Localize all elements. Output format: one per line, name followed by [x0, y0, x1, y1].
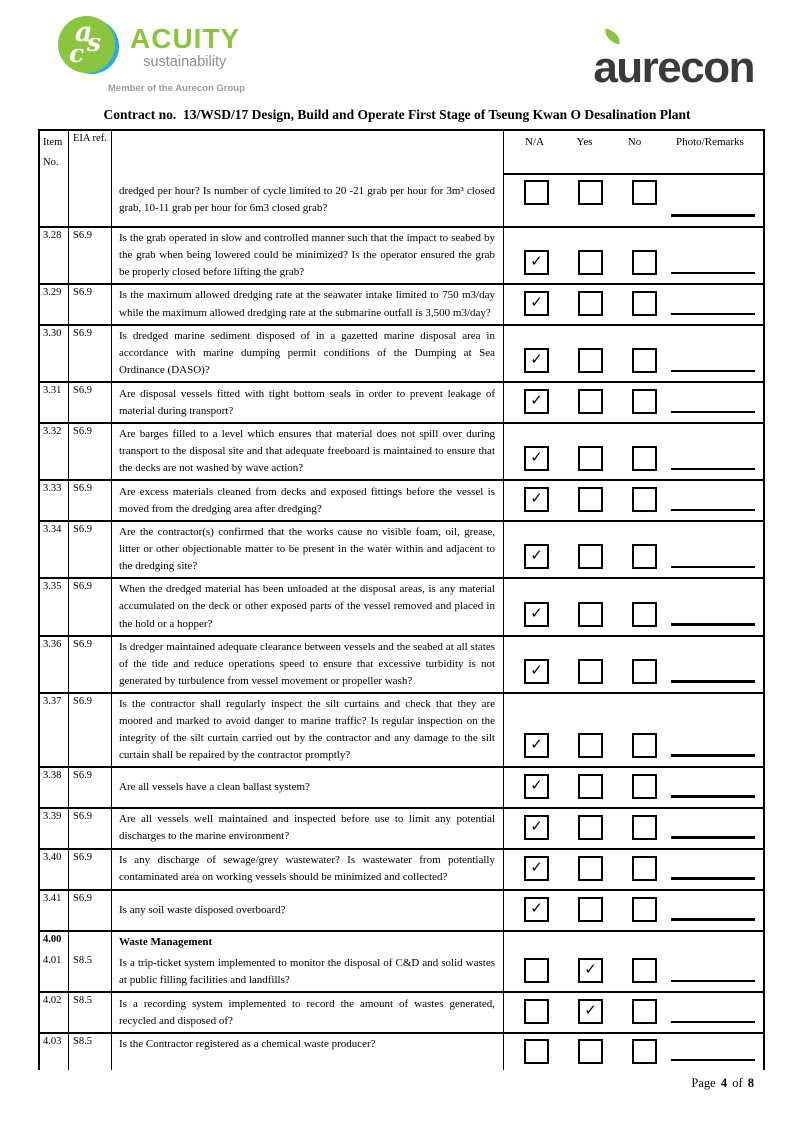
answer-cell	[503, 637, 763, 692]
no-checkbox	[632, 389, 657, 414]
na-checkbox	[524, 659, 549, 684]
question-cell	[112, 1034, 503, 1070]
checklist-row	[40, 1032, 763, 1070]
checkmark-icon: ✓	[530, 818, 543, 835]
na-checkbox	[524, 250, 549, 275]
eia-ref-cell: S6.9	[69, 694, 112, 766]
na-checkbox	[524, 291, 549, 316]
monogram-letter-a: a	[75, 17, 93, 48]
answer-cell	[503, 424, 763, 479]
page-number	[690, 1076, 755, 1091]
question-text: Is dredger maintained adequate clearance between vessels and the seabed at all states of the tide and reduce operations speed to ensure that excessive turbidity is not generated by turbulence from vessel movement or propeller wash?	[119, 640, 495, 687]
checkmark-icon: ✓	[530, 548, 543, 565]
item-no-cell: 3.35	[40, 579, 69, 634]
question-cell	[112, 768, 503, 807]
item-no-cell: 3.31	[40, 383, 69, 422]
question-text: Is any discharge of sewage/grey wastewater? Is wastewater from potentially contaminated area on working vessels should be minimized and collected?	[119, 854, 495, 884]
item-no-cell: 3.38	[40, 768, 69, 807]
na-checkbox	[524, 856, 549, 881]
yes-checkbox	[578, 659, 603, 684]
na-checkbox	[524, 389, 549, 414]
eia-ref-cell: S6.9	[69, 326, 112, 381]
checklist-row	[40, 422, 763, 479]
item-no-cell: 3.36	[40, 637, 69, 692]
na-checkbox	[524, 958, 549, 983]
no-checkbox	[632, 774, 657, 799]
remarks-line	[671, 1059, 755, 1062]
no-checkbox	[632, 348, 657, 373]
acuity-wordmark: ACUITY	[130, 23, 241, 54]
yes-checkbox	[578, 856, 603, 881]
answer-cell	[503, 809, 763, 848]
yes-checkbox	[578, 348, 603, 373]
acuity-member-line: Member of the Aurecon Group	[108, 83, 245, 94]
no-checkbox	[632, 659, 657, 684]
page-word: Page	[691, 1076, 716, 1090]
checklist-row	[40, 577, 763, 634]
answer-cell	[503, 850, 763, 889]
eia-ref-cell: S6.9	[69, 285, 112, 324]
item-no-header: Item No.	[40, 131, 69, 175]
checklist-row	[40, 848, 763, 889]
aurecon-wordmark: aurecon	[593, 43, 754, 92]
answer-cell	[503, 383, 763, 422]
no-checkbox	[632, 180, 657, 205]
checklist-row	[40, 930, 763, 991]
item-no-cell: 4.02	[40, 993, 69, 1032]
question-cell	[112, 809, 503, 848]
answer-columns-header	[503, 131, 763, 175]
na-checkbox	[524, 348, 549, 373]
question-cell	[112, 694, 503, 766]
question-cell	[112, 850, 503, 889]
checkmark-icon: ✓	[530, 393, 543, 410]
no-checkbox	[632, 487, 657, 512]
no-checkbox	[632, 733, 657, 758]
question-text: Are all vessels well maintained and inspected before use to limit any potential discharges to the marine environment?	[119, 813, 495, 843]
na-checkbox	[524, 602, 549, 627]
yes-checkbox	[578, 958, 603, 983]
table-header-row	[40, 131, 763, 175]
question-text: Is the Contractor registered as a chemical waste producer?	[119, 1038, 376, 1051]
remarks-line	[671, 918, 755, 921]
answer-cell	[503, 228, 763, 283]
checklist-row	[40, 520, 763, 577]
acuity-tagline: sustainability	[143, 54, 227, 70]
eia-ref-cell: S6.9	[69, 768, 112, 807]
eia-ref-cell: S6.9	[69, 424, 112, 479]
remarks-line	[671, 468, 755, 471]
na-checkbox	[524, 774, 549, 799]
answer-cell	[503, 694, 763, 766]
of-word: of	[732, 1076, 743, 1090]
checkmark-icon: ✓	[530, 900, 543, 917]
answer-cell	[503, 175, 763, 226]
no-checkbox	[632, 999, 657, 1024]
page-number-value: 4	[720, 1076, 728, 1090]
monogram-letter-c: c	[69, 39, 85, 68]
checklist-row	[40, 479, 763, 520]
checkmark-icon: ✓	[530, 450, 543, 467]
answer-cell	[503, 285, 763, 324]
answer-cell	[503, 891, 763, 930]
checklist-row	[40, 175, 763, 226]
item-no-cell: 3.32	[40, 424, 69, 479]
eia-ref-cell	[69, 932, 112, 953]
yes-checkbox	[578, 999, 603, 1024]
item-no-cell: 3.34	[40, 522, 69, 577]
answer-cell	[503, 768, 763, 807]
question-text: Is any soil waste disposed overboard?	[119, 903, 286, 916]
checklist-row	[40, 283, 763, 324]
question-text: Are excess materials cleaned from decks and exposed fittings before the vessel is moved from the dredging area after dredging?	[119, 485, 495, 515]
answer-cell	[503, 579, 763, 634]
yes-column-label: Yes	[576, 136, 593, 148]
monogram-letter-s: s	[87, 28, 102, 57]
question-cell	[112, 953, 503, 991]
no-checkbox	[632, 897, 657, 922]
question-text: Is a recording system implemented to record the amount of wastes generated, recycled and disposed of?	[119, 997, 495, 1027]
question-cell	[112, 891, 503, 930]
yes-checkbox	[578, 250, 603, 275]
item-no-cell: 3.37	[40, 694, 69, 766]
acuity-monogram-icon	[58, 16, 120, 78]
item-no-cell: 4.03	[40, 1034, 69, 1070]
question-text: Are all vessels have a clean ballast system?	[119, 780, 310, 793]
eia-ref-header: EIA ref.	[69, 131, 112, 175]
remarks-line	[671, 836, 755, 839]
question-text: Is the maximum allowed dredging rate at the seawater intake limited to 750 m3/day while the maximum allowed dredging rate at the submarine outfall is 3,500 m3/day?	[119, 289, 495, 319]
checkmark-icon: ✓	[530, 491, 543, 508]
na-checkbox	[524, 1039, 549, 1064]
checkmark-icon: ✓	[530, 777, 543, 794]
yes-checkbox	[578, 446, 603, 471]
checklist-row	[40, 766, 763, 807]
remarks-line	[671, 877, 755, 880]
eia-ref-cell: S6.9	[69, 481, 112, 520]
eia-ref-cell: S6.9	[69, 891, 112, 930]
remarks-line	[671, 623, 755, 626]
eia-ref-cell: S6.9	[69, 637, 112, 692]
yes-checkbox	[578, 1039, 603, 1064]
question-cell	[112, 175, 503, 226]
eia-ref-cell: S6.9	[69, 579, 112, 634]
checklist-row	[40, 889, 763, 930]
no-checkbox	[632, 815, 657, 840]
item-no-cell	[40, 175, 69, 226]
question-text: dredged per hour? Is number of cycle limited to 20 -21 grab per hour for 3m³ closed grab, 10-11 grab per hour for 6m3 closed grab?	[119, 185, 495, 215]
na-checkbox	[524, 897, 549, 922]
checkmark-icon: ✓	[530, 295, 543, 312]
answer-cell	[503, 481, 763, 520]
no-checkbox	[632, 446, 657, 471]
question-text: Are barges filled to a level which ensures that material does not spill over during transport to the disposal site and that adequate freeboard is maintained to ensure that the decks are not washed by wave action?	[119, 428, 495, 475]
na-checkbox	[524, 446, 549, 471]
page-header	[58, 16, 756, 94]
question-text: Waste Management	[119, 935, 213, 948]
eia-ref-cell: S6.9	[69, 228, 112, 283]
question-cell	[112, 326, 503, 381]
remarks-column-label: Photo/Remarks	[676, 136, 744, 148]
item-no-cell: 3.39	[40, 809, 69, 848]
yes-checkbox	[578, 389, 603, 414]
question-cell	[112, 932, 503, 953]
checklist-row	[40, 807, 763, 848]
checklist-row	[40, 991, 763, 1032]
no-checkbox	[632, 291, 657, 316]
na-checkbox	[524, 544, 549, 569]
question-cell	[112, 383, 503, 422]
remarks-line	[671, 566, 755, 569]
na-checkbox	[524, 999, 549, 1024]
remarks-line	[671, 980, 755, 983]
remarks-line	[671, 680, 755, 683]
yes-checkbox	[578, 815, 603, 840]
yes-checkbox	[578, 180, 603, 205]
no-checkbox	[632, 544, 657, 569]
eia-ref-cell: S6.9	[69, 850, 112, 889]
checkmark-icon: ✓	[530, 352, 543, 369]
eia-ref-cell: S8.5	[69, 993, 112, 1032]
yes-checkbox	[578, 897, 603, 922]
eia-ref-cell: S6.9	[69, 522, 112, 577]
remarks-line	[671, 754, 755, 757]
no-checkbox	[632, 250, 657, 275]
remarks-line	[671, 272, 755, 275]
remarks-line	[671, 214, 755, 217]
answer-cell	[503, 932, 763, 991]
yes-checkbox	[578, 602, 603, 627]
no-checkbox	[632, 1039, 657, 1064]
question-text: When the dredged material has been unloaded at the disposal areas, is any material accumulated on the deck or other exposed parts of the vessel removed and placed in the hold or a hopper?	[119, 583, 495, 630]
question-header	[112, 131, 503, 175]
checklist-table	[38, 129, 765, 1070]
na-column-label: N/A	[525, 136, 544, 148]
yes-checkbox	[578, 774, 603, 799]
eia-ref-cell	[69, 175, 112, 226]
checkmark-icon: ✓	[530, 662, 543, 679]
checklist-row	[40, 692, 763, 766]
item-no-cell: 3.40	[40, 850, 69, 889]
checklist-row	[40, 324, 763, 381]
checkmark-icon: ✓	[584, 962, 597, 979]
question-text: Are disposal vessels fitted with tight bottom seals in order to prevent leakage of material during transport?	[119, 387, 495, 417]
question-text: Are the contractor(s) confirmed that the works cause no visible foam, oil, grease, litter or other objectionable matter to be present in the water within and adjacent to the dredging site?	[119, 526, 495, 573]
document-title: Contract no. 13/WSD/17 Design, Build and Operate First Stage of Tseung Kwan O Desalination Plant	[103, 107, 691, 122]
item-no-cell: 3.41	[40, 891, 69, 930]
yes-checkbox	[578, 733, 603, 758]
checklist-row	[40, 635, 763, 692]
remarks-line	[671, 411, 755, 414]
no-column-label: No	[627, 136, 642, 148]
item-no-cell: 4.00	[40, 932, 69, 953]
question-cell	[112, 228, 503, 283]
acuity-logo	[58, 16, 245, 94]
question-cell	[112, 522, 503, 577]
answer-cell	[503, 522, 763, 577]
answer-cell	[503, 993, 763, 1032]
question-text: Is dredged marine sediment disposed of in a gazetted marine disposal area in accordance with marine dumping permit conditions of the Dumping at Sea Ordinance (DASO)?	[119, 330, 495, 377]
total-pages-value: 8	[747, 1076, 754, 1090]
question-text: Is the grab operated in slow and controlled manner such that the impact to seabed by the grab when being lowered could be minimized? Is the operator ensured the grab be properly closed before lifting the grab?	[119, 231, 495, 278]
item-no-cell: 4.01	[40, 953, 69, 991]
na-checkbox	[524, 487, 549, 512]
na-checkbox	[524, 733, 549, 758]
remarks-line	[671, 795, 755, 798]
question-cell	[112, 579, 503, 634]
no-checkbox	[632, 958, 657, 983]
remarks-line	[671, 1021, 755, 1024]
yes-checkbox	[578, 291, 603, 316]
eia-ref-cell: S8.5	[69, 953, 112, 991]
question-cell	[112, 637, 503, 692]
eia-ref-cell: S6.9	[69, 809, 112, 848]
na-checkbox	[524, 815, 549, 840]
checkmark-icon: ✓	[530, 859, 543, 876]
eia-ref-cell: S6.9	[69, 383, 112, 422]
no-checkbox	[632, 856, 657, 881]
checklist-row	[40, 226, 763, 283]
answer-cell	[503, 326, 763, 381]
question-text: Is a trip-ticket system implemented to monitor the disposal of C&D and solid wastes at public filling facilities and landfills?	[119, 956, 495, 986]
question-cell	[112, 424, 503, 479]
question-text: Is the contractor shall regularly inspect the silt curtains and check that they are moored and marked to avoid danger to marine traffic? Is regular inspection on the integrity of the silt curtain carried out by the contractor and any damage to the silt curtain shall be repaired by the contractor promptly?	[119, 697, 495, 761]
remarks-line	[671, 370, 755, 373]
na-checkbox	[524, 180, 549, 205]
question-cell	[112, 481, 503, 520]
yes-checkbox	[578, 544, 603, 569]
checklist-row	[40, 381, 763, 422]
eia-ref-cell: S8.5	[69, 1034, 112, 1070]
remarks-line	[671, 509, 755, 512]
aurecon-logo	[593, 30, 754, 94]
checkmark-icon: ✓	[530, 605, 543, 622]
yes-checkbox	[578, 487, 603, 512]
item-no-cell: 3.30	[40, 326, 69, 381]
item-no-cell: 3.33	[40, 481, 69, 520]
item-no-cell: 3.29	[40, 285, 69, 324]
checkmark-icon: ✓	[530, 736, 543, 753]
item-no-cell: 3.28	[40, 228, 69, 283]
remarks-line	[671, 313, 755, 316]
checkmark-icon: ✓	[530, 254, 543, 271]
checkmark-icon: ✓	[584, 1003, 597, 1020]
question-cell	[112, 285, 503, 324]
question-cell	[112, 993, 503, 1032]
answer-cell	[503, 1034, 763, 1070]
no-checkbox	[632, 602, 657, 627]
